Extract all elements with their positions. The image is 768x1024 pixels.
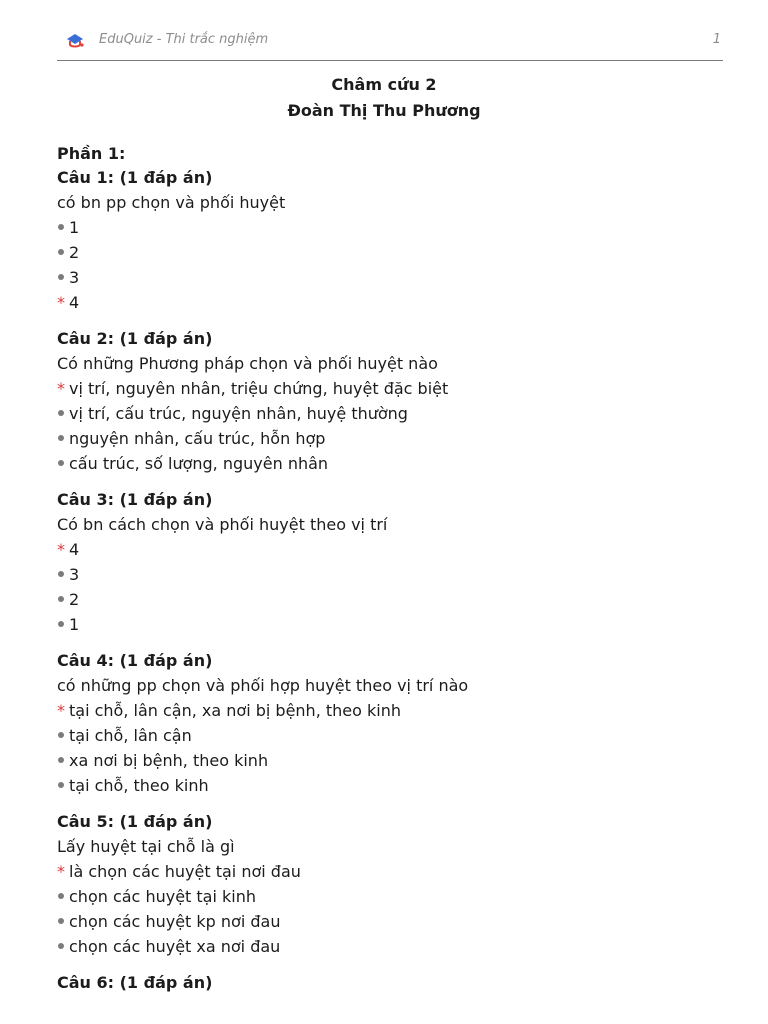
document-author: Đoàn Thị Thu Phương (287, 101, 481, 120)
answer-option-correct (57, 540, 723, 565)
answer-text: tại chỗ, lân cận (69, 726, 192, 745)
bullet-icon (58, 732, 64, 738)
bullet-icon (58, 410, 64, 416)
bullet-icon (58, 224, 64, 230)
asterisk-icon: * (57, 862, 65, 881)
bullet-icon (58, 621, 64, 627)
answer-option-correct (57, 701, 723, 726)
question-heading: Câu 6: (1 đáp án) (57, 973, 213, 992)
question-block (57, 490, 723, 640)
question-text: Có những Phương pháp chọn và phối huyệt nào (57, 354, 438, 373)
answer-text: 1 (69, 615, 80, 634)
asterisk-icon: * (57, 540, 65, 559)
bullet-icon (58, 918, 64, 924)
answer-option (57, 912, 723, 937)
quiz-content (57, 142, 723, 1009)
answer-option (57, 751, 723, 776)
asterisk-icon: * (57, 379, 65, 398)
question-heading: Câu 3: (1 đáp án) (57, 490, 213, 509)
answer-option (57, 937, 723, 962)
answer-text: nguyện nhân, cấu trúc, hỗn hợp (69, 429, 326, 448)
answer-option (57, 590, 723, 615)
answer-text: 3 (69, 565, 80, 584)
page-number: 1 (712, 32, 721, 47)
question-text: có bn pp chọn và phối huyệt (57, 193, 286, 212)
answer-option (57, 615, 723, 640)
answer-text: 4 (69, 293, 80, 312)
answer-option (57, 454, 723, 479)
question-text: Có bn cách chọn và phối huyệt theo vị trí (57, 515, 388, 534)
answer-option (57, 243, 723, 268)
answer-text: 2 (69, 590, 80, 609)
question-heading: Câu 2: (1 đáp án) (57, 329, 213, 348)
question-list (57, 168, 723, 998)
answer-text: vị trí, cấu trúc, nguyện nhân, huyệ thường (69, 404, 408, 423)
asterisk-icon: * (57, 701, 65, 720)
answer-text: chọn các huyệt kp nơi đau (69, 912, 281, 931)
bullet-icon (58, 460, 64, 466)
answer-option (57, 887, 723, 912)
question-block (57, 329, 723, 479)
eduquiz-logo-icon (65, 32, 85, 50)
question-heading: Câu 1: (1 đáp án) (57, 168, 213, 187)
answer-text: tại chỗ, theo kinh (69, 776, 209, 795)
answer-text: tại chỗ, lân cận, xa nơi bị bệnh, theo kinh (69, 701, 401, 720)
bullet-icon (58, 782, 64, 788)
bullet-icon (58, 435, 64, 441)
answer-text: xa nơi bị bệnh, theo kinh (69, 751, 269, 770)
bullet-icon (58, 893, 64, 899)
bullet-icon (58, 596, 64, 602)
answer-text: là chọn các huyệt tại nơi đau (69, 862, 301, 881)
answer-option (57, 218, 723, 243)
answer-text: chọn các huyệt tại kinh (69, 887, 256, 906)
bullet-icon (58, 571, 64, 577)
question-text: có những pp chọn và phối hợp huyệt theo vị trí nào (57, 676, 469, 695)
question-block (57, 168, 723, 318)
answer-option (57, 268, 723, 293)
answer-option-correct (57, 379, 723, 404)
answer-option (57, 776, 723, 801)
answer-option (57, 404, 723, 429)
document-title: Châm cứu 2 (331, 75, 437, 94)
answer-text: chọn các huyệt xa nơi đau (69, 937, 281, 956)
answer-text: 2 (69, 243, 80, 262)
bullet-icon (58, 274, 64, 280)
asterisk-icon: * (57, 293, 65, 312)
question-heading: Câu 4: (1 đáp án) (57, 651, 213, 670)
bullet-icon (58, 249, 64, 255)
section-label: Phần 1: (57, 144, 126, 163)
bullet-icon (58, 757, 64, 763)
answer-option-correct (57, 862, 723, 887)
question-heading: Câu 5: (1 đáp án) (57, 812, 213, 831)
answer-option-correct (57, 293, 723, 318)
answer-text: 3 (69, 268, 80, 287)
answer-option (57, 565, 723, 590)
brand-name: EduQuiz - Thi trắc nghiệm (99, 32, 269, 47)
answer-option (57, 429, 723, 454)
question-block (57, 812, 723, 962)
question-block (57, 973, 723, 998)
question-text: Lấy huyệt tại chỗ là gì (57, 837, 235, 856)
answer-text: vị trí, nguyên nhân, triệu chứng, huyệt đặc biệt (69, 379, 449, 398)
answer-option (57, 726, 723, 751)
answer-text: cấu trúc, số lượng, nguyên nhân (69, 454, 329, 473)
page-header (57, 28, 723, 61)
bullet-icon (58, 943, 64, 949)
answer-text: 4 (69, 540, 80, 559)
answer-text: 1 (69, 218, 80, 237)
question-block (57, 651, 723, 801)
